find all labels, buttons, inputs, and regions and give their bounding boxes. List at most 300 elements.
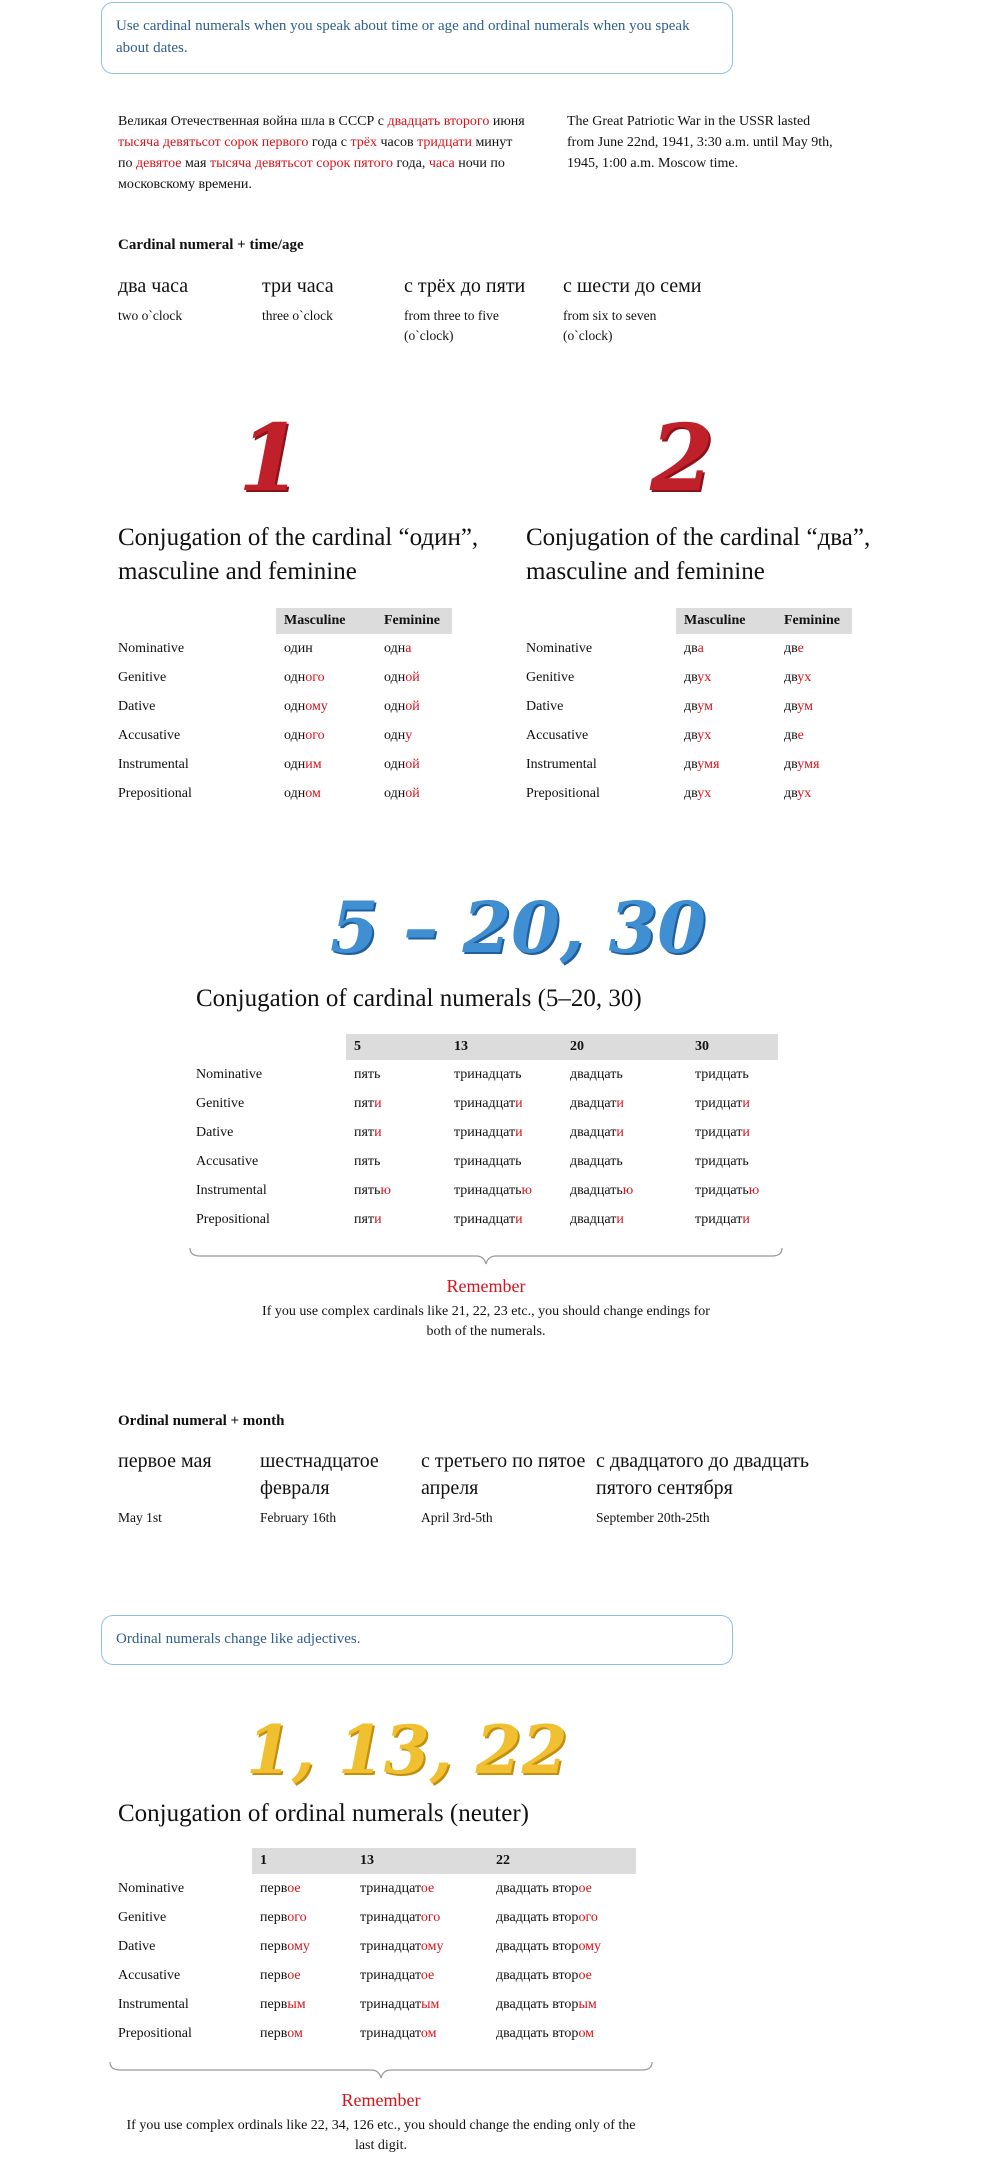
word-ending: ому bbox=[578, 1938, 602, 1954]
word-ending: ым bbox=[421, 1996, 440, 2012]
table-cell bbox=[276, 750, 376, 779]
case-label: Prepositional bbox=[118, 785, 192, 801]
table-cell bbox=[346, 1060, 446, 1089]
table-cell bbox=[252, 1932, 352, 1961]
word-stem: дв bbox=[784, 727, 798, 743]
word-stem: тринадцать bbox=[454, 1182, 522, 1198]
table-cell bbox=[488, 1874, 636, 1903]
table-cell bbox=[252, 1961, 352, 1990]
word-stem: дв bbox=[784, 669, 798, 685]
table-cell bbox=[376, 634, 452, 663]
word-stem: тридцат bbox=[695, 1211, 743, 1227]
word-stem: тринадцать bbox=[454, 1153, 522, 1169]
example-text-segment: июня bbox=[489, 114, 525, 129]
word-ending: ю bbox=[521, 1182, 532, 1198]
item-russian: с трёх до пяти bbox=[404, 275, 526, 297]
word-stem: одн bbox=[284, 669, 306, 685]
word-stem: двадцать втор bbox=[496, 1996, 579, 2012]
table-cell bbox=[687, 1205, 778, 1234]
case-label: Genitive bbox=[118, 669, 167, 685]
item-russian: с шести до семи bbox=[563, 275, 702, 297]
cardinal-time-item bbox=[404, 273, 525, 346]
table-cell bbox=[346, 1176, 446, 1205]
table-row bbox=[118, 663, 452, 692]
header-col: 22 bbox=[488, 1848, 636, 1874]
table-row bbox=[196, 1176, 778, 1205]
table-cell bbox=[488, 1990, 636, 2019]
table-cell bbox=[352, 2019, 488, 2048]
ordinal-month-item bbox=[118, 1448, 250, 1528]
case-label: Prepositional bbox=[526, 785, 600, 801]
item-russian: первое мая bbox=[118, 1450, 212, 1472]
table-cell bbox=[562, 1205, 687, 1234]
table-cell bbox=[676, 634, 776, 663]
table-cell bbox=[687, 1147, 778, 1176]
number-one-graphic: 1 bbox=[238, 404, 303, 512]
example-text-segment: года с bbox=[308, 135, 351, 150]
table-cell bbox=[488, 2019, 636, 2048]
case-label: Dative bbox=[196, 1124, 234, 1140]
ordinal-section-title: Conjugation of ordinal numerals (neuter) bbox=[118, 1800, 529, 1827]
table-row bbox=[196, 1118, 778, 1147]
word-ending: умя bbox=[697, 756, 720, 772]
item-english: September 20th-25th bbox=[596, 1510, 710, 1525]
table-cell bbox=[252, 1874, 352, 1903]
item-russian: шестнадцатое февраля bbox=[260, 1450, 379, 1499]
word-stem: пят bbox=[354, 1211, 375, 1227]
item-english: February 16th bbox=[260, 1510, 337, 1525]
word-stem: перв bbox=[260, 1909, 288, 1925]
word-ending: и bbox=[616, 1095, 624, 1111]
word-ending: ум bbox=[797, 698, 813, 714]
word-stem: дв bbox=[684, 640, 698, 656]
table-row bbox=[118, 1874, 636, 1903]
cardinal-section-title: Conjugation of cardinal numerals (5–20, 30) bbox=[196, 985, 642, 1012]
word-stem: тридцать bbox=[695, 1066, 749, 1082]
word-stem: двадцат bbox=[570, 1211, 617, 1227]
word-stem: двадцать втор bbox=[496, 2025, 579, 2041]
item-english: three o`clock bbox=[262, 308, 333, 323]
word-stem: тридцат bbox=[695, 1095, 743, 1111]
table-cell bbox=[346, 1147, 446, 1176]
word-ending: им bbox=[305, 756, 322, 772]
table-row bbox=[118, 1990, 636, 2019]
item-english: May 1st bbox=[118, 1510, 162, 1525]
word-stem: дв bbox=[684, 698, 698, 714]
word-stem: одн bbox=[384, 727, 406, 743]
ordinal-month-heading: Ordinal numeral + month bbox=[118, 1413, 285, 1429]
highlighted-numeral: часа bbox=[428, 156, 455, 171]
word-ending: ом bbox=[305, 785, 321, 801]
table-row bbox=[526, 750, 852, 779]
case-label: Nominative bbox=[526, 640, 593, 656]
header-col: 13 bbox=[446, 1034, 562, 1060]
intro-note-box bbox=[101, 2, 733, 74]
word-stem: пят bbox=[354, 1124, 375, 1140]
word-stem: двадцать втор bbox=[496, 1967, 579, 1983]
table-cell bbox=[346, 1205, 446, 1234]
word-stem: одн bbox=[284, 698, 306, 714]
table-cell bbox=[488, 1932, 636, 1961]
word-ending: ом bbox=[420, 2025, 437, 2041]
word-ending: ому bbox=[287, 1938, 310, 1954]
table-cell bbox=[687, 1089, 778, 1118]
table-cell bbox=[562, 1176, 687, 1205]
word-ending: ое bbox=[420, 1967, 435, 1983]
header-col: 20 bbox=[562, 1034, 687, 1060]
word-ending: и bbox=[742, 1124, 750, 1140]
header-masculine: Masculine bbox=[676, 608, 776, 634]
word-stem: тринадцат bbox=[454, 1211, 516, 1227]
highlighted-numeral: тысяча девятьсот сорок пятого bbox=[209, 156, 394, 171]
table-cell bbox=[776, 721, 852, 750]
word-stem: двадцать втор bbox=[496, 1938, 579, 1954]
table-cell bbox=[687, 1060, 778, 1089]
word-stem: перв bbox=[260, 1938, 288, 1954]
ordinal-month-item bbox=[596, 1448, 856, 1528]
header-masculine: Masculine bbox=[276, 608, 376, 634]
table-cell bbox=[776, 779, 852, 808]
word-stem: одн bbox=[284, 785, 306, 801]
one-section-title: Conjugation of the cardinal “один”, masculine and feminine bbox=[118, 524, 479, 585]
case-label: Instrumental bbox=[118, 1996, 189, 2012]
word-stem: одн bbox=[384, 785, 406, 801]
ordinal-conjugation-table bbox=[118, 1848, 636, 2048]
table-cell bbox=[376, 721, 452, 750]
example-text-segment: мая bbox=[181, 156, 210, 171]
number-two-graphic: 2 bbox=[650, 404, 715, 512]
word-stem: перв bbox=[260, 1880, 288, 1896]
table-row bbox=[526, 663, 852, 692]
word-stem: тридцат bbox=[695, 1124, 743, 1140]
word-stem: пять bbox=[354, 1153, 381, 1169]
table-row bbox=[196, 1089, 778, 1118]
table-row bbox=[118, 692, 452, 721]
cardinal-time-item bbox=[118, 273, 238, 326]
item-english: from three to five (o`clock) bbox=[404, 308, 499, 343]
word-stem: дв bbox=[684, 756, 698, 772]
table-cell bbox=[446, 1147, 562, 1176]
example-text-segment: ночи по московскому времени. bbox=[118, 156, 505, 192]
table-cell bbox=[252, 2019, 352, 2048]
table-cell bbox=[488, 1961, 636, 1990]
word-stem: тридцать bbox=[695, 1182, 749, 1198]
table-cell bbox=[446, 1060, 562, 1089]
table-cell bbox=[352, 1874, 488, 1903]
case-label: Nominative bbox=[196, 1066, 263, 1082]
word-ending: ю bbox=[380, 1182, 391, 1198]
word-ending: и bbox=[616, 1124, 624, 1140]
word-ending: ое bbox=[287, 1967, 301, 1983]
word-ending: ой bbox=[405, 698, 420, 714]
case-label: Dative bbox=[526, 698, 564, 714]
word-ending: ое bbox=[420, 1880, 435, 1896]
ordinal-month-item bbox=[421, 1448, 591, 1528]
item-english: from six to seven (o`clock) bbox=[563, 308, 657, 343]
table-cell bbox=[252, 1990, 352, 2019]
word-ending: ю bbox=[748, 1182, 760, 1198]
case-label: Prepositional bbox=[196, 1211, 270, 1227]
word-ending: ой bbox=[405, 756, 420, 772]
cardinal-time-heading: Cardinal numeral + time/age bbox=[118, 237, 304, 253]
word-stem: перв bbox=[260, 1996, 288, 2012]
word-stem: пять bbox=[354, 1066, 381, 1082]
table-cell bbox=[676, 721, 776, 750]
table-cell bbox=[276, 692, 376, 721]
word-stem: дв bbox=[684, 785, 698, 801]
case-label: Dative bbox=[118, 698, 156, 714]
highlighted-numeral: трёх bbox=[350, 135, 377, 150]
table-row bbox=[118, 1932, 636, 1961]
highlighted-numeral: тридцати bbox=[417, 135, 472, 150]
table-cell bbox=[562, 1060, 687, 1089]
case-label: Accusative bbox=[118, 1967, 181, 1983]
intro-note-text: Use cardinal numerals when you speak about time or age and ordinal numerals when you speak about dates. bbox=[116, 18, 690, 56]
word-ending: ого bbox=[287, 1909, 307, 1925]
case-label: Accusative bbox=[118, 727, 181, 743]
word-ending: и bbox=[515, 1211, 523, 1227]
table-cell bbox=[446, 1089, 562, 1118]
word-ending: и bbox=[515, 1095, 523, 1111]
word-stem: дв bbox=[784, 698, 798, 714]
word-ending: и bbox=[742, 1211, 750, 1227]
word-stem: одн bbox=[384, 698, 406, 714]
table-row bbox=[118, 1903, 636, 1932]
word-stem: тринадцат bbox=[360, 1909, 421, 1925]
word-stem: тринадцат bbox=[360, 1938, 421, 1954]
word-stem: пят bbox=[354, 1095, 375, 1111]
table-cell bbox=[562, 1089, 687, 1118]
word-stem: двадцать bbox=[570, 1182, 623, 1198]
word-stem: одн bbox=[384, 640, 406, 656]
word-stem: дв bbox=[684, 669, 698, 685]
word-ending: ым bbox=[578, 1996, 597, 2012]
case-label: Prepositional bbox=[118, 2025, 192, 2041]
word-stem: тринадцат bbox=[454, 1124, 516, 1140]
highlighted-numeral: тысяча девятьсот сорок первого bbox=[118, 135, 309, 150]
highlighted-numeral: двадцать второго bbox=[387, 114, 490, 129]
word-ending: у bbox=[405, 727, 413, 743]
table-cell bbox=[376, 750, 452, 779]
word-stem: один bbox=[284, 640, 313, 656]
table-cell bbox=[276, 721, 376, 750]
word-stem: тринадцат bbox=[360, 1967, 421, 1983]
word-stem: перв bbox=[260, 1967, 288, 1983]
word-ending: ух bbox=[797, 669, 812, 685]
word-ending: а bbox=[697, 640, 704, 656]
item-russian: с двадцатого до двадцать пятого сентября bbox=[596, 1450, 810, 1499]
case-label: Nominative bbox=[118, 640, 185, 656]
table-row bbox=[526, 692, 852, 721]
table-row bbox=[118, 2019, 636, 2048]
table-row bbox=[118, 750, 452, 779]
word-ending: и bbox=[374, 1124, 382, 1140]
item-english: two o`clock bbox=[118, 308, 183, 323]
example-english-text: The Great Patriotic War in the USSR lasted from June 22nd, 1941, 3:30 a.m. until May 9th, 1945, 1:00 a.m. Moscow time. bbox=[567, 114, 833, 171]
case-label: Dative bbox=[118, 1938, 156, 1954]
word-ending: и bbox=[742, 1095, 750, 1111]
header-feminine: Feminine bbox=[776, 608, 852, 634]
table-cell bbox=[352, 1990, 488, 2019]
word-ending: ого bbox=[305, 669, 325, 685]
number-range-graphic: 5 – 20, 30 bbox=[330, 886, 707, 969]
word-stem: тринадцат bbox=[454, 1095, 516, 1111]
word-stem: тридцать bbox=[695, 1153, 749, 1169]
table-cell bbox=[352, 1932, 488, 1961]
table-cell bbox=[676, 663, 776, 692]
item-russian: с третьего по пятое апреля bbox=[421, 1450, 586, 1499]
word-ending: е bbox=[797, 727, 804, 743]
table-cell bbox=[676, 779, 776, 808]
table-row bbox=[118, 1961, 636, 1990]
word-stem: двадцать втор bbox=[496, 1909, 579, 1925]
word-stem: тринадцат bbox=[360, 1996, 422, 2012]
table-cell bbox=[352, 1961, 488, 1990]
word-stem: тринадцат bbox=[360, 2025, 421, 2041]
case-label: Instrumental bbox=[526, 756, 597, 772]
word-ending: ом bbox=[287, 2025, 303, 2041]
case-label: Instrumental bbox=[118, 756, 189, 772]
one-conjugation-table bbox=[118, 608, 452, 808]
ordinal-number-graphic: 1, 13, 22 bbox=[246, 1711, 568, 1789]
remember-text: If you use complex cardinals like 21, 22, 23 etc., you should change endings for both of the numerals. bbox=[262, 1304, 710, 1339]
word-ending: и bbox=[616, 1211, 624, 1227]
table-row bbox=[118, 779, 452, 808]
word-stem: двадцать втор bbox=[496, 1880, 579, 1896]
table-cell bbox=[676, 750, 776, 779]
remember-title: Remember bbox=[341, 2090, 421, 2110]
word-stem: двадцать bbox=[570, 1153, 623, 1169]
table-cell bbox=[446, 1118, 562, 1147]
table-cell bbox=[776, 634, 852, 663]
table-cell bbox=[276, 634, 376, 663]
case-label: Nominative bbox=[118, 1880, 185, 1896]
case-label: Genitive bbox=[526, 669, 575, 685]
table-cell bbox=[376, 663, 452, 692]
word-ending: ум bbox=[697, 698, 713, 714]
table-cell bbox=[488, 1903, 636, 1932]
header-col: 1 bbox=[252, 1848, 352, 1874]
word-stem: перв bbox=[260, 2025, 288, 2041]
table-row bbox=[196, 1147, 778, 1176]
two-section-title: Conjugation of the cardinal “два”, masculine and feminine bbox=[526, 524, 871, 585]
example-text-segment: часов bbox=[376, 135, 418, 150]
word-stem: тринадцать bbox=[454, 1066, 522, 1082]
case-label: Instrumental bbox=[196, 1182, 267, 1198]
word-ending: и bbox=[374, 1095, 382, 1111]
word-ending: ух bbox=[697, 785, 712, 801]
table-row bbox=[196, 1205, 778, 1234]
word-stem: дв bbox=[784, 785, 798, 801]
table-row bbox=[526, 634, 852, 663]
word-ending: ого bbox=[305, 727, 325, 743]
word-ending: ого bbox=[420, 1909, 441, 1925]
table-cell bbox=[562, 1147, 687, 1176]
cardinal-conjugation-table bbox=[196, 1034, 778, 1234]
table-row bbox=[526, 779, 852, 808]
word-ending: ом bbox=[578, 2025, 595, 2041]
table-row bbox=[196, 1060, 778, 1089]
table-cell bbox=[352, 1903, 488, 1932]
word-ending: ому bbox=[420, 1938, 444, 1954]
highlighted-numeral: девятое bbox=[136, 156, 182, 171]
case-label: Genitive bbox=[118, 1909, 167, 1925]
brace-divider bbox=[108, 2060, 654, 2080]
word-ending: ое bbox=[287, 1880, 301, 1896]
ordinal-note-text: Ordinal numerals change like adjectives. bbox=[116, 1631, 361, 1647]
table-cell bbox=[346, 1089, 446, 1118]
cardinal-time-item bbox=[262, 273, 382, 326]
table-row bbox=[118, 721, 452, 750]
table-cell bbox=[776, 663, 852, 692]
table-cell bbox=[776, 692, 852, 721]
word-ending: ой bbox=[405, 785, 420, 801]
table-cell bbox=[776, 750, 852, 779]
word-stem: пять bbox=[354, 1182, 381, 1198]
header-col: 5 bbox=[346, 1034, 446, 1060]
remember-text: If you use complex ordinals like 22, 34, 126 etc., you should change the ending only of the last digit. bbox=[126, 2118, 636, 2153]
header-col: 30 bbox=[687, 1034, 778, 1060]
word-stem: двадцат bbox=[570, 1095, 617, 1111]
word-ending: и bbox=[374, 1211, 382, 1227]
word-stem: одн bbox=[284, 727, 306, 743]
ordinal-month-item bbox=[260, 1448, 410, 1528]
ordinal-note-box bbox=[101, 1615, 733, 1665]
table-cell bbox=[446, 1205, 562, 1234]
table-cell bbox=[376, 692, 452, 721]
table-cell bbox=[676, 692, 776, 721]
table-cell bbox=[446, 1176, 562, 1205]
word-ending: ого bbox=[578, 1909, 598, 1925]
two-conjugation-table bbox=[526, 608, 852, 808]
word-ending: ю bbox=[622, 1182, 634, 1198]
table-cell bbox=[562, 1118, 687, 1147]
word-ending: ух bbox=[697, 727, 712, 743]
word-stem: двадцат bbox=[570, 1124, 617, 1140]
word-ending: умя bbox=[797, 756, 820, 772]
word-ending: ое bbox=[578, 1967, 592, 1983]
word-stem: одн bbox=[384, 669, 406, 685]
table-cell bbox=[252, 1903, 352, 1932]
word-ending: ух bbox=[697, 669, 712, 685]
word-ending: и bbox=[515, 1124, 523, 1140]
example-text-segment: минут по bbox=[118, 135, 513, 171]
word-stem: одн bbox=[384, 756, 406, 772]
word-ending: ух bbox=[797, 785, 812, 801]
word-ending: ому bbox=[305, 698, 328, 714]
case-label: Accusative bbox=[196, 1153, 259, 1169]
cardinal-time-item bbox=[563, 273, 702, 346]
item-english: April 3rd-5th bbox=[421, 1510, 493, 1525]
example-text-segment: Великая Отечественная война шла в СССР с bbox=[118, 114, 388, 129]
table-cell bbox=[687, 1176, 778, 1205]
brace-divider bbox=[188, 1246, 784, 1266]
word-stem: одн bbox=[284, 756, 306, 772]
word-ending: ым bbox=[287, 1996, 306, 2012]
table-cell bbox=[687, 1118, 778, 1147]
word-ending: а bbox=[405, 640, 412, 656]
word-ending: е bbox=[797, 640, 804, 656]
case-label: Genitive bbox=[196, 1095, 245, 1111]
case-label: Accusative bbox=[526, 727, 589, 743]
word-stem: двадцать bbox=[570, 1066, 623, 1082]
table-cell bbox=[276, 779, 376, 808]
example-text-segment: года, bbox=[393, 156, 429, 171]
table-row bbox=[526, 721, 852, 750]
word-stem: дв bbox=[784, 640, 798, 656]
table-cell bbox=[376, 779, 452, 808]
table-cell bbox=[346, 1118, 446, 1147]
